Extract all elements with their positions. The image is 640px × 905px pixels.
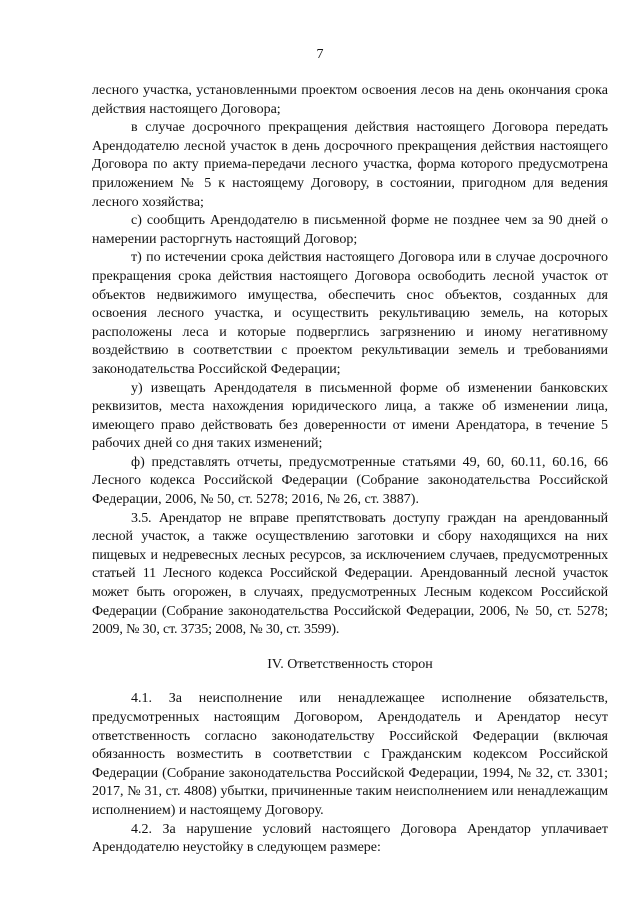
paragraph-early-termination: в случае досрочного прекращения действия настоящего Договора передать Арендодателю лесной участок в день досрочного прекращения действия настоящего Договора по акту приема-передачи лесного участка, форма которого предусмотрена приложением № 5 к настоящему Договору, в состоянии, пригодном для ведения лесного хозяйства; bbox=[92, 120, 608, 210]
document-body bbox=[92, 82, 608, 858]
paragraph-item-s: с) сообщить Арендодателю в письменной форме не позднее чем за 90 дней о намерении расторгнуть настоящий Договор; bbox=[92, 213, 608, 247]
paragraph-item-u: у) извещать Арендодателя в письменной форме об изменении банковских реквизитов, места нахождения юридического лица, а также об изменении лица, имеющего право действовать без доверенности от имени Арендатора, в течение 5 рабочих дней со дня таких изменений; bbox=[92, 380, 608, 452]
paragraph-clause-4-2: 4.2. За нарушение условий настоящего Договора Арендатор уплачивает Арендодателю неустойку в следующем размере: bbox=[92, 821, 608, 856]
section-spacer bbox=[92, 640, 608, 650]
paragraph-item-f: ф) представлять отчеты, предусмотренные статьями 49, 60, 60.11, 60.16, 66 Лесного кодекса Российской Федерации (Собрание законодательства Российской Федерации, 2006, № 50, ст. 5278; 2016, № 26, ст. 3887). bbox=[92, 454, 608, 508]
paragraph-clause-4-1: 4.1. За неисполнение или ненадлежащее исполнение обязательств, предусмотренных настоящим Договором, Арендодатель и Арендатор несут ответственность согласно законодательству Российской Федерации (включая обязанность возместить в соответствии с Гражданским кодексом Российской Федерации (Собрание законодательства Российской Федерации, 1994, № 32, ст. 3301; 2017, № 31, ст. 4808) убытки, причиненные таким неисполнением или ненадлежащим исполнением) и настоящему Договору. bbox=[92, 691, 608, 818]
paragraph-clause-3-5: 3.5. Арендатор не вправе препятствовать доступу граждан на арендованный лесной участок, а также осуществлению заготовки и сбору находящихся на них пищевых и недревесных лесных ресурсов, за исключением случаев, предусмотренных статьей 11 Лесного кодекса Российской Федерации. Арендованный лесной участок может быть огорожен, в случаях, предусмотренных Лесным кодексом Российской Федерации (Собрание законодательства Российской Федерации, 2006, № 50, ст. 5278; 2009, № 30, ст. 3735; 2008, № 30, ст. 3599). bbox=[92, 510, 608, 638]
page-number: 7 bbox=[316, 47, 324, 62]
paragraph-continuation: лесного участка, установленными проектом освоения лесов на день окончания срока действия настоящего Договора; bbox=[92, 83, 608, 117]
paragraph-item-t: т) по истечении срока действия настоящего Договора или в случае досрочного прекращения срока действия настоящего Договора освободить лесной участок от объектов недвижимого имущества, обеспечить снос объектов, созданных для освоения лесного участка, и осуществить рекультивацию земель, на которых расположены леса и которые подверглись загрязнению и иному негативному воздействию в соответствии с проектом рекультивации земель и требованиями законодательства Российской Федерации; bbox=[92, 250, 608, 377]
section-heading: IV. Ответственность сторон bbox=[267, 656, 433, 672]
